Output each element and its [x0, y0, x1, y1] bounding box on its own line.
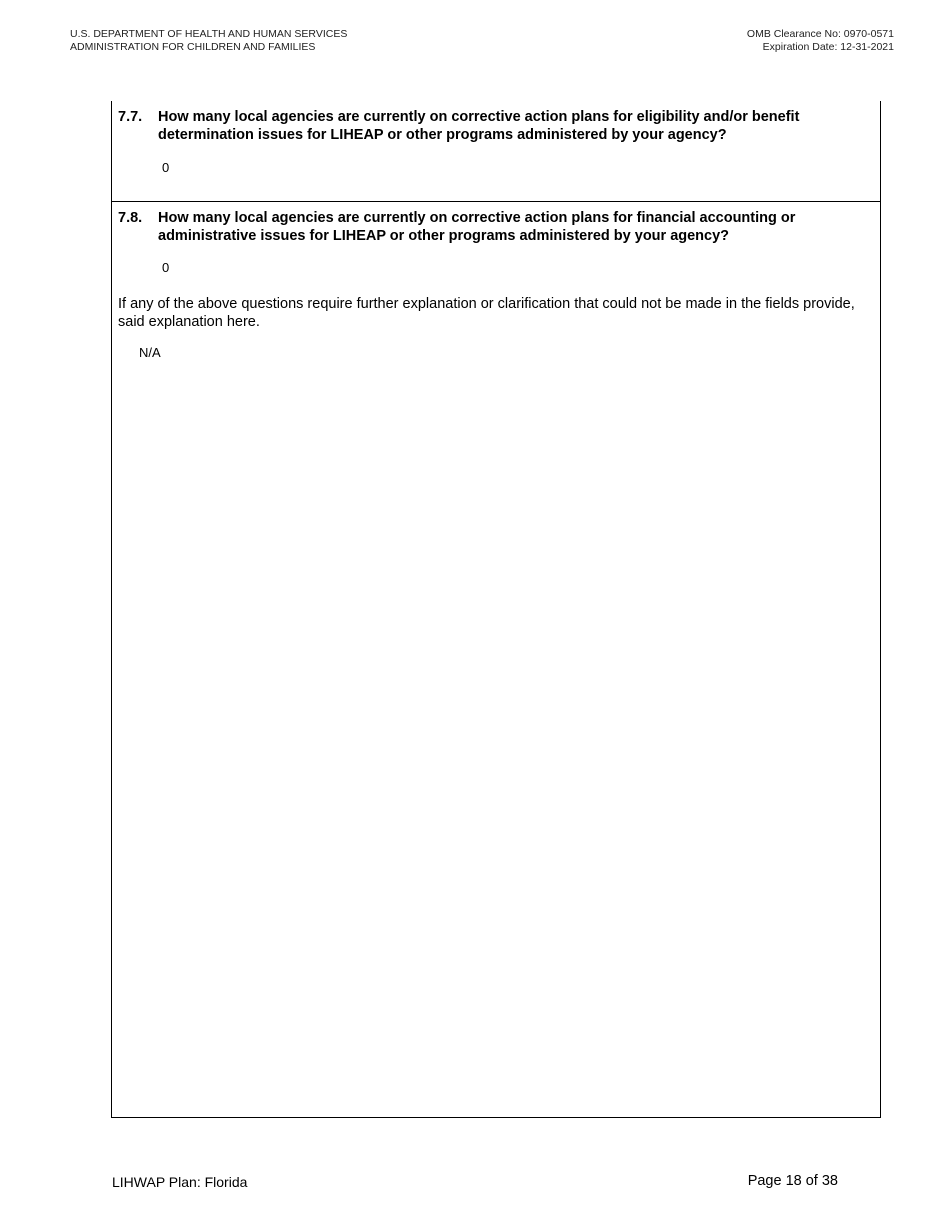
header-department — [70, 28, 347, 53]
explanation-answer: N/A — [139, 345, 161, 360]
question-7-8 — [118, 209, 858, 245]
question-text: How many local agencies are currently on corrective action plans for eligibility and/or benefit determination issues for LIHEAP or other programs administered by your agency? — [158, 109, 800, 143]
answer-7-7: 0 — [162, 160, 170, 175]
header-dept-line2: ADMINISTRATION FOR CHILDREN AND FAMILIES — [70, 40, 316, 53]
expiration-date: Expiration Date: 12-31-2021 — [762, 40, 894, 53]
section-divider — [112, 201, 880, 202]
form-section-frame — [111, 101, 881, 1118]
header-omb — [747, 28, 894, 53]
header-dept-line1: U.S. DEPARTMENT OF HEALTH AND HUMAN SERVICES — [70, 28, 348, 40]
question-number: 7.8. — [118, 210, 143, 226]
question-number: 7.7. — [118, 109, 143, 125]
answer-7-8: 0 — [162, 260, 170, 275]
question-text: How many local agencies are currently on corrective action plans for financial accounting or administrative issues for LIHEAP or other programs administered by your agency? — [158, 210, 796, 244]
explanation-prompt: If any of the above questions require further explanation or clarification that could not be made in the fields provide, said explanation here. — [118, 296, 855, 330]
omb-clearance: OMB Clearance No: 0970-0571 — [746, 28, 894, 40]
footer-page-number: Page 18 of 38 — [747, 1173, 838, 1189]
question-7-7 — [118, 108, 858, 144]
footer-plan-label: LIHWAP Plan: Florida — [112, 1174, 248, 1190]
